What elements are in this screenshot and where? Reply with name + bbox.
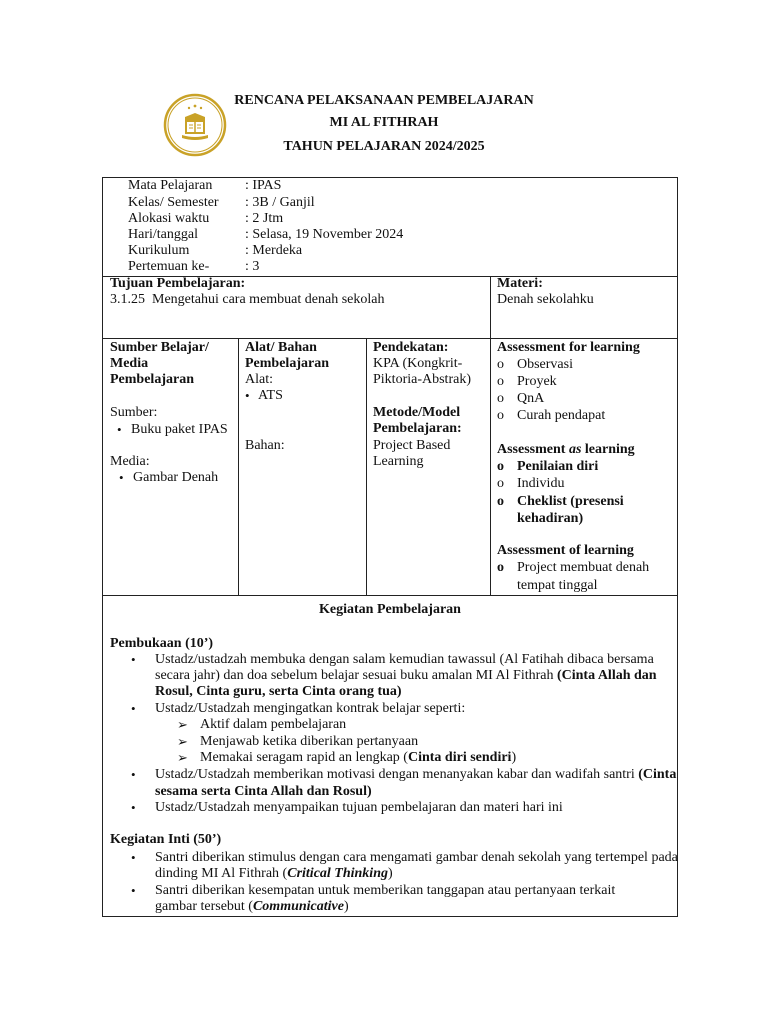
metode-text: Learning [373,454,424,469]
inti-heading: Kegiatan Inti (50’) [110,832,222,847]
info-label: Mata Pelajaran [128,178,213,193]
info-label: Alokasi waktu [128,211,210,226]
row-divider [102,338,678,339]
info-value: : Selasa, 19 November 2024 [245,227,404,242]
row-divider [102,595,678,596]
assessment-item: Observasi [517,357,573,372]
activity-text: sesama serta Cinta Allah dan Rosul) [155,784,372,799]
bullet-o-icon: o [497,357,504,372]
assessment-item: QnA [517,391,545,406]
sumber-heading: Pembelajaran [110,372,194,387]
pendekatan-text: KPA (Kongkrit- [373,356,463,371]
bullet-o-icon: o [497,391,504,406]
school-year: TAHUN PELAJARAN 2024/2025 [283,139,485,154]
bahan-label: Bahan: [245,438,285,453]
bullet-icon: • [245,388,250,403]
media-item: Gambar Denah [133,470,219,485]
activity-subitem: Menjawab ketika diberikan pertanyaan [200,734,419,749]
materi-text: Denah sekolahku [497,292,594,307]
bullet-o-icon: o [497,494,504,509]
sumber-item: Buku paket IPAS [131,422,228,437]
assessment-item: Individu [517,476,565,491]
sumber-heading: Sumber Belajar/ [110,340,209,355]
activity-text: Ustadz/ustadzah membuka dengan salam kemudian tawassul (Al Fatihah dibaca bersama [155,652,654,667]
assessment-item: Penilaian diri [517,459,599,474]
bullet-o-icon: o [497,459,504,474]
activity-text: gambar tersebut (Communicative) [155,899,349,914]
bullet-icon: • [131,800,136,815]
school-name: MI AL FITHRAH [329,115,439,130]
info-value: : IPAS [245,178,282,193]
activity-subitem: Aktif dalam pembelajaran [200,717,347,732]
alat-item: ATS [258,388,283,403]
bullet-icon: • [131,850,136,865]
col-divider [238,338,239,595]
bullet-icon: • [131,701,136,716]
info-label: Kurikulum [128,243,190,258]
activity-text: Ustadz/Ustadzah menyampaikan tujuan pembelajaran dan materi hari ini [155,800,563,815]
alat-heading: Pembelajaran [245,356,329,371]
arrow-bullet-icon: ➢ [177,717,188,732]
alat-label: Alat: [245,372,273,387]
alat-heading: Alat/ Bahan [245,340,317,355]
activity-text: Rosul, Cinta guru, serta Cinta orang tua) [155,684,402,699]
assessment-item: kehadiran) [517,511,584,526]
bullet-o-icon: o [497,374,504,389]
materi-heading: Materi: [497,276,543,291]
bullet-icon: • [131,767,136,782]
info-value: : 3B / Ganjil [245,195,315,210]
info-label: Hari/tanggal [128,227,198,242]
activity-text: Ustadz/Ustadzah memberikan motivasi dengan menanyakan kabar dan wadifah santri (Cinta [155,767,677,782]
assessment-for-heading: Assessment for learning [497,340,640,355]
kegiatan-title: Kegiatan Pembelajaran [319,602,461,617]
assessment-item: Project membuat denah [517,560,650,575]
activity-text: Santri diberikan stimulus dengan cara mengamati gambar denah sekolah yang tertempel pada [155,850,678,865]
pendekatan-text: Piktoria-Abstrak) [373,372,471,387]
tujuan-heading: Tujuan Pembelajaran: [110,276,246,291]
pembukaan-heading: Pembukaan (10’) [110,636,214,651]
col-divider [366,338,367,595]
info-label: Pertemuan ke- [128,259,210,274]
col-divider [490,276,491,595]
tujuan-code: 3.1.25 [110,292,145,307]
activity-text: Santri diberikan kesempatan untuk memberikan tanggapan atau pertanyaan terkait [155,883,616,898]
sumber-heading: Media [110,356,149,371]
activity-text: dinding MI Al Fithrah (Critical Thinking) [155,866,393,881]
metode-heading: Metode/Model [373,405,461,420]
bullet-icon: • [131,652,136,667]
assessment-item: tempat tinggal [517,578,598,593]
arrow-bullet-icon: ➢ [177,734,188,749]
activity-text: secara jahr) dan doa sebelum belajar sesuai buku amalan MI Al Fithrah (Cinta Allah dan [155,668,657,683]
assessment-item: Curah pendapat [517,408,606,423]
bullet-icon: • [119,470,124,485]
media-label: Media: [110,454,150,469]
assessment-item: Cheklist (presensi [517,494,624,509]
assessment-as-heading: Assessment as learning [497,442,635,457]
activity-subitem: Memakai seragam rapid an lengkap (Cinta diri sendiri) [200,750,517,765]
bullet-o-icon: o [497,408,504,423]
bullet-o-icon: o [497,560,504,575]
info-label: Kelas/ Semester [128,195,219,210]
doc-title: RENCANA PELAKSANAAN PEMBELAJARAN [234,93,534,108]
assessment-item: Proyek [517,374,557,389]
metode-heading: Pembelajaran: [373,421,462,436]
info-value: : Merdeka [245,243,303,258]
activity-text: Ustadz/Ustadzah mengingatkan kontrak belajar seperti: [155,701,466,716]
bullet-icon: • [117,422,122,437]
info-value: : 3 [245,259,260,274]
metode-text: Project Based [373,438,451,453]
info-value: : 2 Jtm [245,211,284,226]
arrow-bullet-icon: ➢ [177,750,188,765]
sumber-label: Sumber: [110,405,158,420]
pendekatan-heading: Pendekatan: [373,340,449,355]
tujuan-text: Mengetahui cara membuat denah sekolah [152,292,385,307]
assessment-of-heading: Assessment of learning [497,543,634,558]
bullet-o-icon: o [497,476,504,491]
bullet-icon: • [131,883,136,898]
